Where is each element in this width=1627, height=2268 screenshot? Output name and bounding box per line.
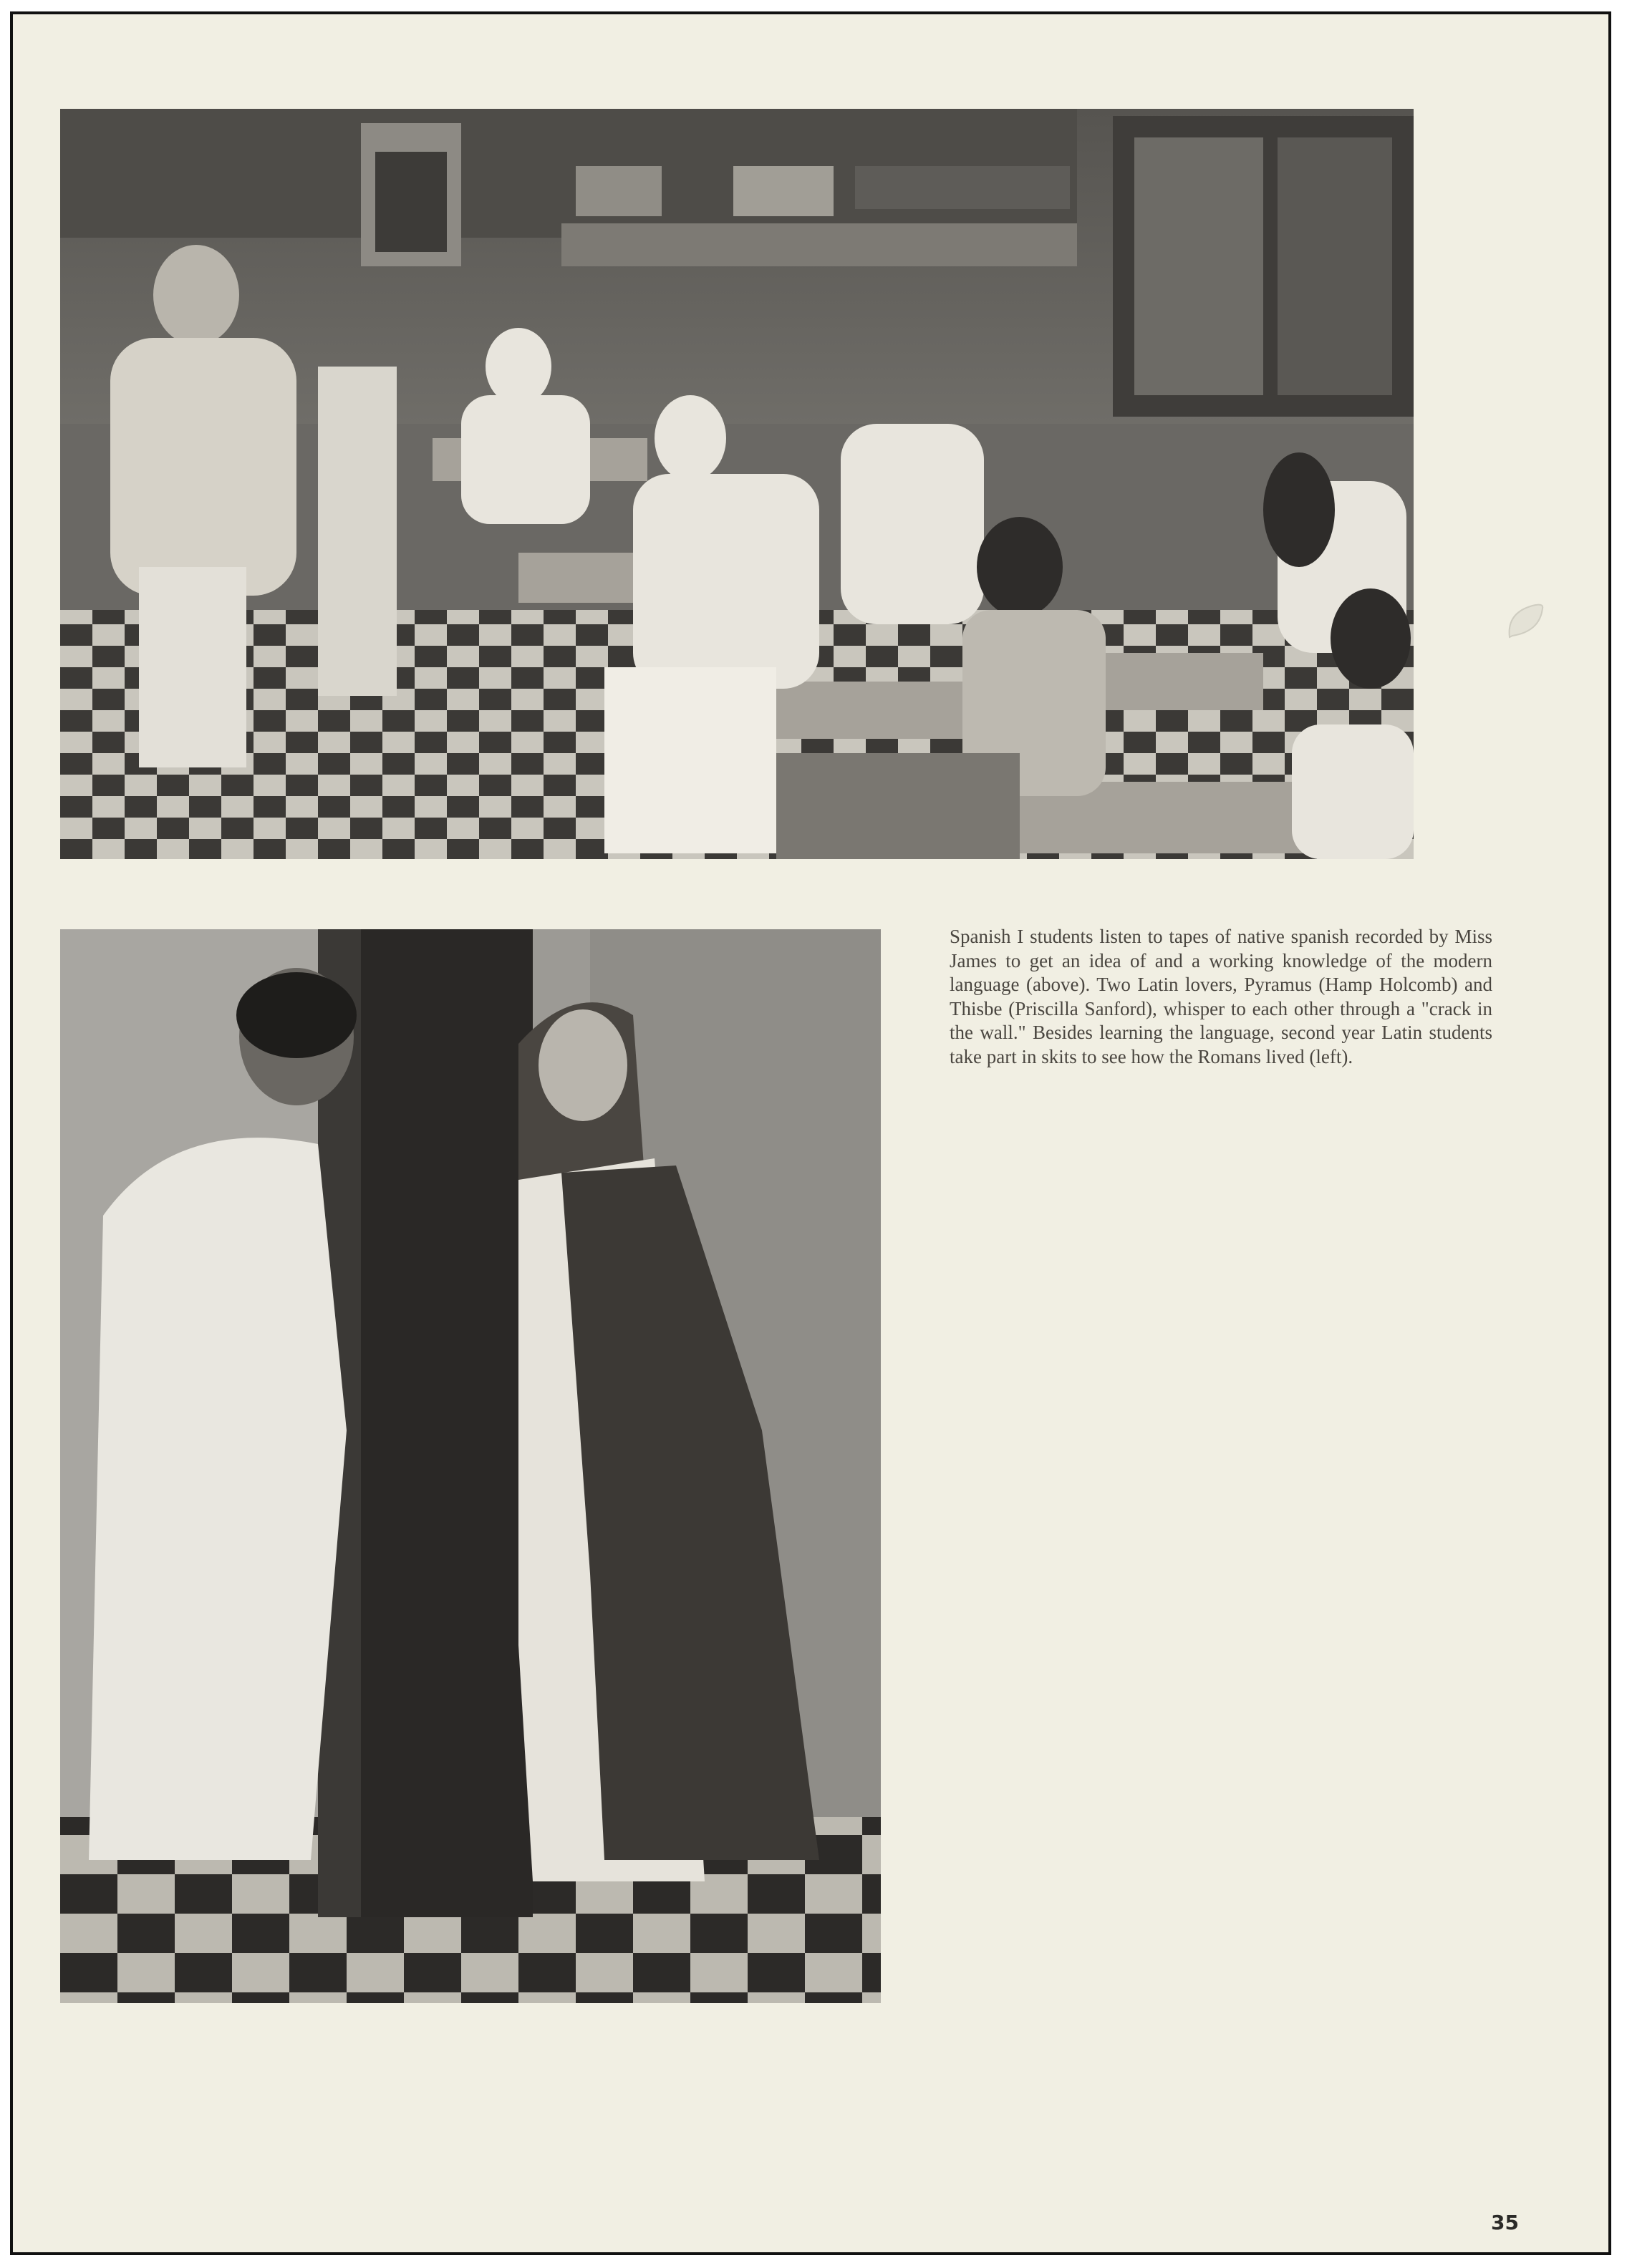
page-number: 35 bbox=[1491, 2211, 1519, 2234]
photo-caption: Spanish I students listen to tapes of native spanish recorded by Miss James to get an idea of and a working knowledge of the modern language (above). Two Latin lovers, Pyramus (Hamp Holcomb) and Thisbe (Priscilla Sanford), whisper to each other through a "crack in the wall." Besides learning the language, second year Latin students take part in skits to see how the Romans lived (left). bbox=[950, 926, 1492, 1067]
yearbook-page bbox=[10, 11, 1611, 2255]
latin-skit-photo bbox=[60, 929, 881, 2003]
classroom-photo bbox=[60, 109, 1414, 859]
leaf-mark-icon bbox=[1504, 600, 1547, 643]
classroom-photo-image bbox=[60, 109, 1414, 859]
latin-skit-photo-image bbox=[60, 929, 881, 2003]
